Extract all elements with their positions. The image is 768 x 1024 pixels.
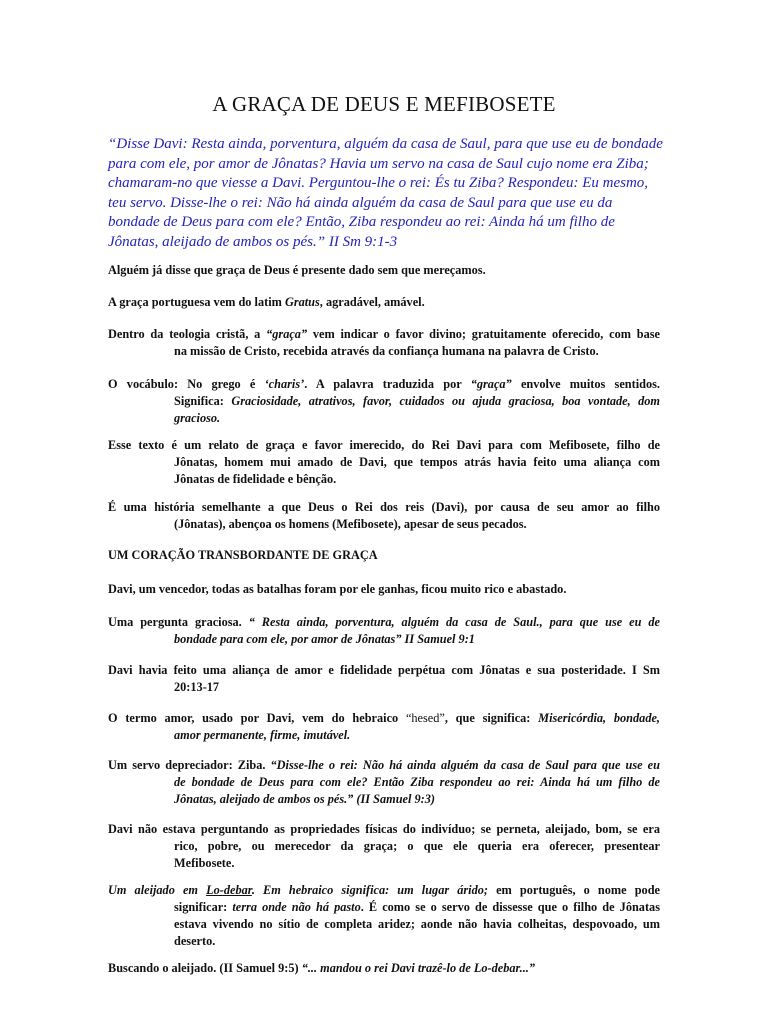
p4-text: O vocábulo: No grego é (108, 377, 265, 391)
p10-meaning: Misericórdia, bondade, (538, 711, 660, 725)
p4-text-3: envolve muitos sentidos. (511, 377, 660, 391)
p2-text-end: , agradável, amável. (319, 295, 425, 309)
paragraph-13 (108, 882, 660, 950)
p12-line-3: Mefibosete. (174, 856, 235, 870)
p3-text-2: vem indicar o favor divino; gratuitamente oferecido, com base (307, 327, 660, 341)
p8-text: Uma pergunta graciosa. (108, 615, 249, 629)
paragraph-8 (108, 614, 660, 648)
paragraph-3 (108, 326, 660, 360)
p10-hesed: “hesed” (405, 711, 445, 725)
p13-italic-2: . Em hebraico significa: um lugar árido; (251, 883, 488, 897)
p4-line-1 (108, 376, 660, 393)
p6-line-1: É uma história semelhante a que Deus o Rei dos reis (Davi), por causa de seu amor ao filho (108, 500, 660, 514)
p6-line-2: (Jônatas), abençoa os homens (Mefibosete), apesar de seus pecados. (174, 517, 527, 531)
p8-quote-end: bondade para com ele, por amor de Jônatas” II Samuel 9:1 (174, 632, 475, 646)
p2-text: A graça portuguesa vem do latim (108, 295, 285, 309)
p13-text: em português, o nome pode (487, 883, 660, 897)
p10-line-1 (108, 710, 660, 727)
p8-quote: “ Resta ainda, porventura, alguém da casa de Saul., para que use eu de (248, 615, 660, 629)
p13-line-4: deserto. (174, 934, 216, 948)
p5-line-3: Jônatas de fidelidade e bênção. (174, 472, 337, 486)
p11-line-3 (108, 791, 660, 808)
p11-quote: “Disse-lhe o rei: Não há ainda alguém da casa de Saul para que use eu (270, 758, 660, 772)
p12-line-2: rico, pobre, ou merecedor da graça; o que ele queria era oferecer, presentear (174, 839, 660, 853)
p11-line-1 (108, 757, 660, 774)
p11-text: Um servo depreciador: Ziba. (108, 758, 271, 772)
paragraph-2 (108, 294, 660, 311)
p4-charis: ‘charis’ (264, 377, 305, 391)
p4-text-2: . A palavra traduzida por (304, 377, 471, 391)
paragraph-12 (108, 821, 660, 872)
p4-graca: “graça” (470, 377, 512, 391)
p13-meaning: terra onde não há pasto (232, 900, 361, 914)
paragraph-10 (108, 710, 660, 744)
p11-quote-2: de bondade de Deus para com ele? Então Ziba respondeu ao rei: Ainda há um filho de (174, 775, 660, 789)
p13-italic: Um aleijado em (108, 883, 207, 897)
p13-line-3: estava vivendo no sítio de completa aridez; aonde não havia colheitas, despovoado, um (174, 917, 660, 931)
paragraph-1-text: Alguém já disse que graça de Deus é presente dado sem que mereçamos. (108, 263, 486, 277)
p4-meanings-end: gracioso. (174, 411, 221, 425)
paragraph-6 (108, 499, 660, 533)
p2-latin-word: Gratus (284, 295, 320, 309)
p13-significar: significar: (174, 900, 233, 914)
p10-text: O termo amor, usado por Davi, vem do hebraico (108, 711, 406, 725)
p13-text-2: . É como se o servo de dissesse que o filho de Jônatas (360, 900, 660, 914)
p4-line-2 (108, 393, 660, 410)
p10-text-2: , que significa: (444, 711, 539, 725)
p13-line-1 (108, 882, 660, 899)
p8-line-2 (108, 631, 660, 648)
epigraph-quote: “Disse Davi: Resta ainda, porventura, alguém da casa de Saul, para que use eu de bondade para com ele, por amor de Jônatas? Havia um servo na casa de Saul cujo nome era Ziba; chamaram-no que viesse a Davi. Perguntou-lhe o rei: És tu Ziba? Respondeu: Eu mesmo, teu servo. Disse-lhe o rei: Não há ainda alguém da casa de Saul para que use eu da bondade de Deus para com ele? Então, Ziba respondeu ao rei: Ainda há um filho de Jônatas, aleijado de ambos os pés.” II Sm 9:1-3 (108, 136, 663, 250)
p3-text: Dentro da teologia cristã, a (108, 327, 267, 341)
p14-text: Buscando o aleijado. (II Samuel 9:5) (108, 961, 302, 975)
p13-lo-debar: Lo-debar (206, 883, 252, 897)
paragraph-4 (108, 376, 660, 427)
paragraph-9 (108, 662, 660, 696)
p5-line-2: Jônatas, homem mui amado de Davi, que tempos atrás havia feito uma aliança com (174, 455, 660, 469)
paragraph-5 (108, 437, 660, 488)
paragraph-7 (108, 581, 660, 598)
p12-line-1: Davi não estava perguntando as propriedades físicas do indivíduo; se perneta, aleijado, bom, se era (108, 822, 660, 836)
section-heading: UM CORAÇÃO TRANSBORDANTE DE GRAÇA (108, 548, 378, 562)
p11-line-2 (108, 774, 660, 791)
p14-quote: “... mandou o rei Davi trazê-lo de Lo-debar...” (301, 961, 535, 975)
p5-line-1: Esse texto é um relato de graça e favor imerecido, do Rei Davi para com Mefibosete, filho de (108, 438, 660, 452)
paragraph-1 (108, 262, 660, 279)
p8-line-1 (108, 614, 660, 631)
p9-line-1: Davi havia feito uma aliança de amor e fidelidade perpétua com Jônatas e sua posteridade. I Sm (108, 663, 660, 677)
page-title: A GRAÇA DE DEUS E MEFIBOSETE (212, 92, 556, 116)
paragraph-14 (108, 960, 660, 977)
p3-italic: “graça” (266, 327, 308, 341)
p11-quote-3: Jônatas, aleijado de ambos os pés.” (II Samuel 9:3) (174, 792, 435, 806)
p4-significa: Significa: (174, 394, 232, 408)
paragraph-11 (108, 757, 660, 808)
p10-line-2 (108, 727, 660, 744)
p10-meaning-end: amor permanente, firme, imutável. (174, 728, 351, 742)
p4-meanings: Graciosidade, atrativos, favor, cuidados ou ajuda graciosa, boa vontade, dom (231, 394, 660, 408)
p3-line-2: na missão de Cristo, recebida através da confiança humana na palavra de Cristo. (174, 344, 599, 358)
p4-line-3 (108, 410, 660, 427)
p3-line-1 (108, 326, 660, 343)
p9-line-2: 20:13-17 (174, 680, 220, 694)
p7-text: Davi, um vencedor, todas as batalhas foram por ele ganhas, ficou muito rico e abastado. (108, 582, 567, 596)
p13-line-2 (108, 899, 660, 916)
